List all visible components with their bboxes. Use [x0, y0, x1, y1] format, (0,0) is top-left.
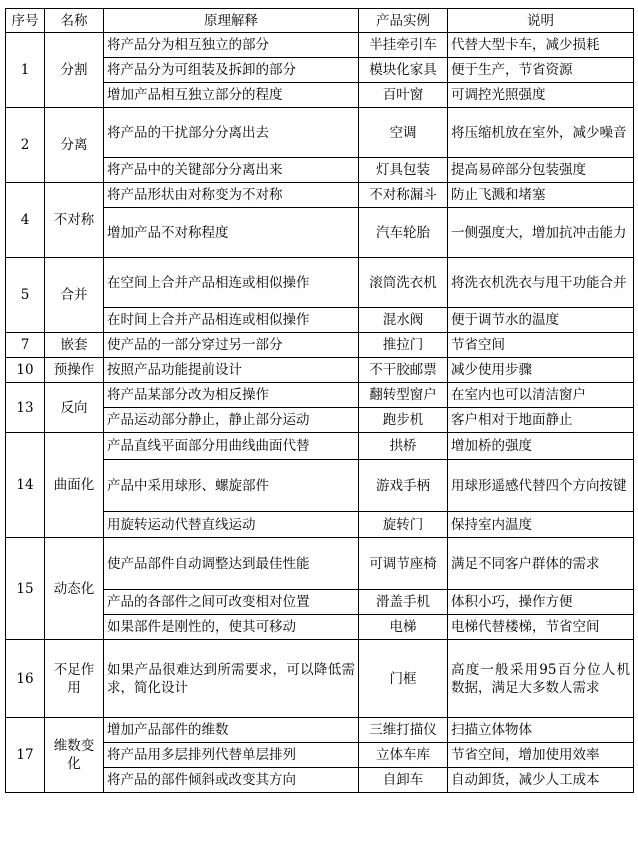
principle-cell: 将产品的部件倾斜或改变其方向 [104, 768, 359, 793]
group-no: 1 [6, 33, 45, 108]
note-cell: 自动卸货，减少人工成本 [448, 768, 634, 793]
group-no: 17 [6, 718, 45, 793]
header-principle: 原理解释 [104, 9, 359, 33]
principle-cell: 增加产品部件的维数 [104, 718, 359, 743]
example-cell: 百叶窗 [359, 83, 448, 108]
note-cell: 将洗衣机洗衣与甩干功能合并 [448, 258, 634, 308]
header-example: 产品实例 [359, 9, 448, 33]
note-cell: 节省空间 [448, 333, 634, 358]
group-name: 不对称 [45, 183, 104, 258]
group-name: 预操作 [45, 358, 104, 383]
table-row [6, 108, 634, 158]
table-row [6, 640, 634, 718]
table-row [6, 183, 634, 208]
note-cell: 可调控光照强度 [448, 83, 634, 108]
example-cell: 电梯 [359, 615, 448, 640]
example-cell: 游戏手柄 [359, 460, 448, 512]
note-cell: 扫描立体物体 [448, 718, 634, 743]
principle-cell: 产品直线平面部分用曲线曲面代替 [104, 433, 359, 460]
principle-cell: 将产品某部分改为相反操作 [104, 383, 359, 408]
principle-cell: 将产品中的关键部分分离出来 [104, 158, 359, 183]
example-cell: 汽车轮胎 [359, 208, 448, 258]
example-cell: 门框 [359, 640, 448, 718]
note-cell: 用球形遥感代替四个方向按键 [448, 460, 634, 512]
example-cell: 混水阀 [359, 308, 448, 333]
group-no: 10 [6, 358, 45, 383]
example-cell: 滑盖手机 [359, 590, 448, 615]
header-name: 名称 [45, 9, 104, 33]
table-row [6, 433, 634, 460]
note-cell: 减少使用步骤 [448, 358, 634, 383]
header-row [6, 9, 634, 33]
example-cell: 灯具包装 [359, 158, 448, 183]
principle-cell: 按照产品功能提前设计 [104, 358, 359, 383]
principle-cell: 如果产品很难达到所需要求，可以降低需求，简化设计 [104, 640, 359, 718]
note-cell: 电梯代替楼梯，节省空间 [448, 615, 634, 640]
header-note: 说明 [448, 9, 634, 33]
group-no: 4 [6, 183, 45, 258]
principle-cell: 如果部件是刚性的，使其可移动 [104, 615, 359, 640]
group-no: 15 [6, 538, 45, 640]
note-cell: 在室内也可以清洁窗户 [448, 383, 634, 408]
group-name: 不足作用 [45, 640, 104, 718]
table-row [6, 358, 634, 383]
group-no: 7 [6, 333, 45, 358]
note-cell: 便于生产，节省资源 [448, 58, 634, 83]
group-name: 维数变化 [45, 718, 104, 793]
principle-cell: 将产品的干扰部分分离出去 [104, 108, 359, 158]
group-no: 14 [6, 433, 45, 538]
example-cell: 滚筒洗衣机 [359, 258, 448, 308]
note-cell: 一侧强度大，增加抗冲击能力 [448, 208, 634, 258]
note-cell: 防止飞溅和堵塞 [448, 183, 634, 208]
example-cell: 翻转型窗户 [359, 383, 448, 408]
example-cell: 三维打描仪 [359, 718, 448, 743]
note-cell: 代替大型卡车，减少损耗 [448, 33, 634, 58]
group-name: 分离 [45, 108, 104, 183]
principle-cell: 将产品形状由对称变为不对称 [104, 183, 359, 208]
note-cell: 便于调节水的温度 [448, 308, 634, 333]
example-cell: 拱桥 [359, 433, 448, 460]
example-cell: 模块化家具 [359, 58, 448, 83]
principle-cell: 将产品分为相互独立的部分 [104, 33, 359, 58]
group-no: 16 [6, 640, 45, 718]
table-row [6, 258, 634, 308]
note-cell: 节省空间，增加使用效率 [448, 743, 634, 768]
principle-cell: 使产品部件自动调整达到最佳性能 [104, 538, 359, 590]
note-cell: 保持室内温度 [448, 512, 634, 538]
example-cell: 跑步机 [359, 408, 448, 433]
group-no: 2 [6, 108, 45, 183]
note-cell: 客户相对于地面静止 [448, 408, 634, 433]
principle-cell: 增加产品相互独立部分的程度 [104, 83, 359, 108]
note-cell: 满足不同客户群体的需求 [448, 538, 634, 590]
example-cell: 半挂牵引车 [359, 33, 448, 58]
principle-cell: 产品中采用球形、螺旋部件 [104, 460, 359, 512]
table-row [6, 333, 634, 358]
note-cell: 增加桥的强度 [448, 433, 634, 460]
note-cell: 体积小巧，操作方便 [448, 590, 634, 615]
principle-cell: 使产品的一部分穿过另一部分 [104, 333, 359, 358]
group-name: 嵌套 [45, 333, 104, 358]
group-name: 反向 [45, 383, 104, 433]
example-cell: 空调 [359, 108, 448, 158]
group-name: 曲面化 [45, 433, 104, 538]
example-cell: 自卸车 [359, 768, 448, 793]
example-cell: 推拉门 [359, 333, 448, 358]
header-no: 序号 [6, 9, 45, 33]
group-no: 13 [6, 383, 45, 433]
principle-cell: 将产品分为可组装及拆卸的部分 [104, 58, 359, 83]
table-row [6, 383, 634, 408]
group-no: 5 [6, 258, 45, 333]
example-cell: 可调节座椅 [359, 538, 448, 590]
example-cell: 立体车库 [359, 743, 448, 768]
principle-cell: 在时间上合并产品相连或相似操作 [104, 308, 359, 333]
note-cell: 提高易碎部分包装强度 [448, 158, 634, 183]
example-cell: 不干胶邮票 [359, 358, 448, 383]
principle-cell: 增加产品不对称程度 [104, 208, 359, 258]
note-cell: 将压缩机放在室外，减少噪音 [448, 108, 634, 158]
group-name: 分割 [45, 33, 104, 108]
principle-cell: 用旋转运动代替直线运动 [104, 512, 359, 538]
table-row [6, 718, 634, 743]
principle-cell: 将产品用多层排列代替单层排列 [104, 743, 359, 768]
principle-cell: 产品的各部件之间可改变相对位置 [104, 590, 359, 615]
group-name: 动态化 [45, 538, 104, 640]
principle-cell: 在空间上合并产品相连或相似操作 [104, 258, 359, 308]
example-cell: 不对称漏斗 [359, 183, 448, 208]
note-cell: 高度一般采用95百分位人机数据，满足大多数人需求 [448, 640, 634, 718]
principle-cell: 产品运动部分静止，静止部分运动 [104, 408, 359, 433]
table-row [6, 33, 634, 58]
group-name: 合并 [45, 258, 104, 333]
example-cell: 旋转门 [359, 512, 448, 538]
table-row [6, 538, 634, 590]
principles-table [5, 8, 634, 793]
